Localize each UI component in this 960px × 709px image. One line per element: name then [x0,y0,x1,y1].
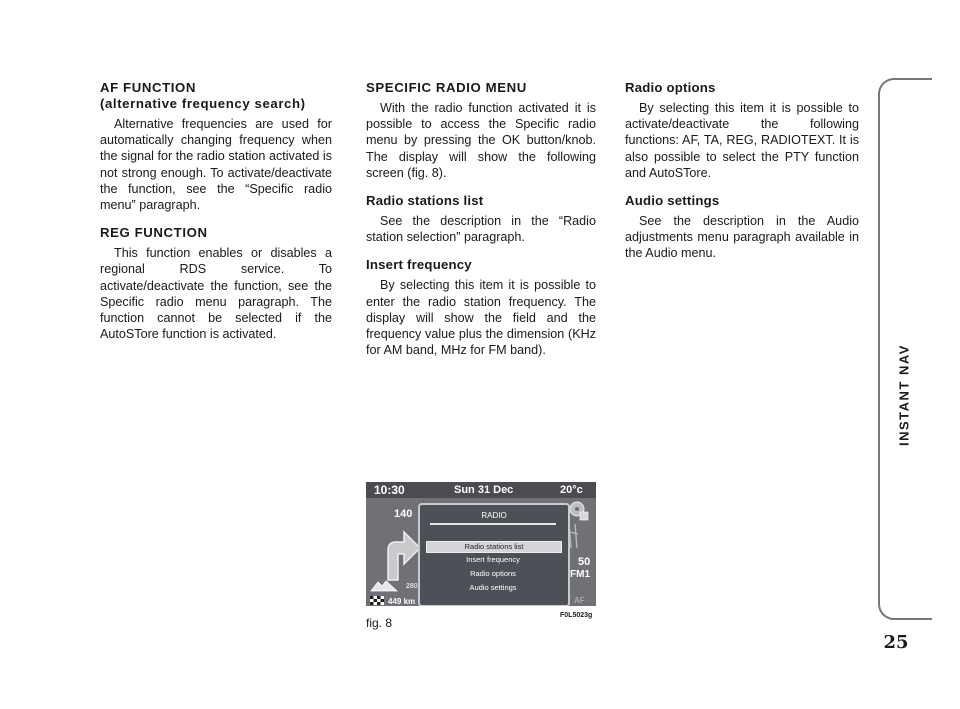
heading-line-2: (alternative frequency search) [100,96,306,111]
heading-line-1: AF FUNCTION [100,80,196,95]
display-distance: 449 km [388,597,416,606]
display-value-50: 50 [578,556,591,568]
paragraph-radio-options: By selecting this item it is possible to activate/deactivate the following functions: AF, TA, REG, RADIOTEXT. It is also possible to select the PTY function and AutoSTore. [625,101,859,180]
display-time: 10:30 [374,483,405,497]
heading-specific-radio-menu: SPECIFIC RADIO MENU [366,80,527,95]
page-number: 25 [883,632,909,653]
section-radio-stations-list [366,193,596,245]
section-specific-radio-menu [366,80,596,181]
display-temperature: 20°c [560,484,583,496]
column-middle [366,80,596,370]
satellite-disc-icon [568,500,590,522]
mountain-compass-icon [370,578,398,592]
menu-item-audio-settings[interactable]: Audio settings [469,583,517,592]
display-band: FM1 [570,569,590,580]
heading-insert-frequency: Insert frequency [366,257,472,273]
radio-menu-title: RADIO [481,511,507,520]
turn-arrow-icon [378,522,422,582]
radio-menu-panel [418,503,570,606]
menu-item-insert-frequency[interactable]: Insert frequency [466,555,520,564]
heading-reg-function: REG FUNCTION [100,225,208,241]
side-tab-label: INSTANT NAV [896,344,912,446]
heading-audio-settings: Audio settings [625,193,720,209]
section-radio-options [625,80,859,181]
display-speed: 140 [394,508,413,520]
menu-item-radio-options[interactable]: Radio options [470,569,516,578]
heading-radio-stations-list: Radio stations list [366,193,484,209]
display-date: Sun 31 Dec [454,484,514,496]
paragraph-specific-radio-menu: With the radio function activated it is possible to access the Specific radio menu by pressing the OK button/knob. The display will show the following screen (fig. 8). [366,101,596,180]
menu-item-radio-stations-list[interactable]: Radio stations list [426,541,562,553]
display-af-indicator: AF [574,596,585,605]
heading-af-function [100,80,332,112]
paragraph-insert-frequency: By selecting this item it is possible to enter the radio station frequency. The display will show the field and the frequency value plus the dimension (KHz for AM band, MHz for FM band). [366,278,596,358]
paragraph-af-function: Alternative frequencies are used for automatically changing frequency when the signal for the radio station activated is not strong enough. To activate/deactivate the function, see the “Specific radio menu” paragraph. [100,117,332,213]
section-af-function [100,80,332,213]
display-heading: 280 [406,583,418,590]
figure-code: F0L5023g [560,612,593,619]
section-reg-function [100,225,332,342]
paragraph-reg-function: This function enables or disables a regional RDS service. To activate/deactivate the function, see the Specific radio menu paragraph. The function cannot be selected if the AutoSTore function is activated. [100,246,332,342]
section-insert-frequency [366,257,596,358]
figure-radio-display [366,482,596,606]
column-right [625,80,859,274]
figure-caption: fig. 8 [366,616,393,630]
heading-radio-options: Radio options [625,80,716,95]
display-top-bar [366,482,596,498]
column-left [100,80,332,354]
radio-menu-divider [430,523,556,525]
paragraph-radio-stations-list: See the description in the “Radio station selection” paragraph. [366,214,596,245]
checkered-flag-icon [370,596,384,605]
section-audio-settings [625,193,859,262]
paragraph-audio-settings: See the description in the Audio adjustments menu paragraph available in the Audio menu. [625,214,859,261]
